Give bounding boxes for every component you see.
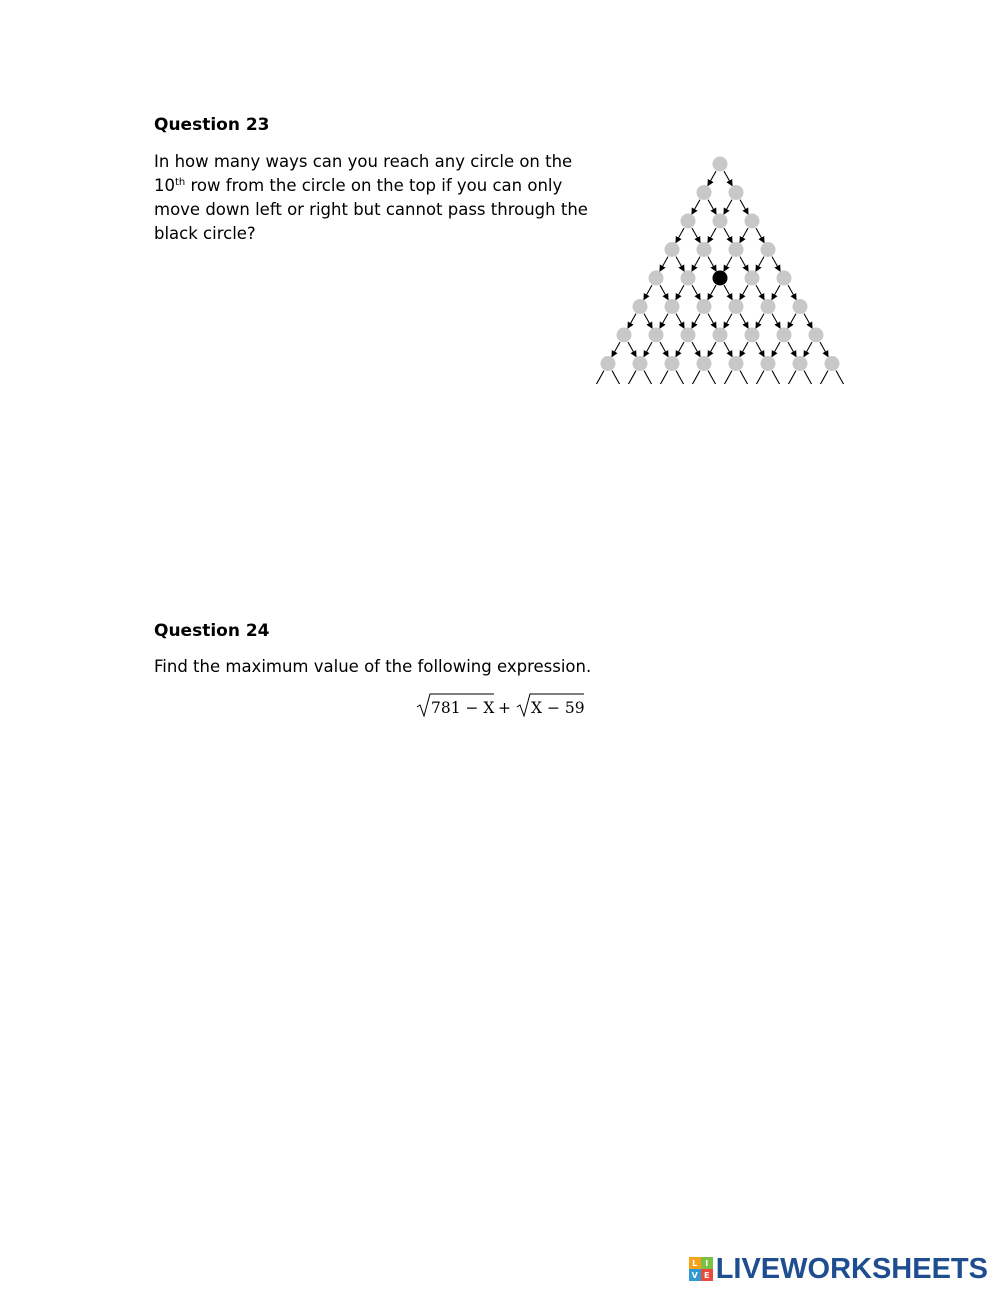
path-arrow	[756, 342, 764, 356]
path-node	[633, 299, 648, 314]
path-arrow	[724, 228, 732, 242]
logo-letter-e: E	[701, 1269, 713, 1281]
plus-sign: +	[498, 699, 511, 717]
path-arrow	[628, 314, 636, 328]
path-arrow	[660, 257, 668, 271]
path-arrow	[740, 257, 748, 271]
path-arrow	[804, 342, 812, 356]
path-node	[777, 271, 792, 286]
path-node	[713, 157, 728, 172]
path-arrow	[772, 342, 780, 356]
question-23-line-2-rest: row from the circle on the top if you can only	[185, 176, 563, 195]
path-arrow	[723, 371, 732, 384]
path-arrow	[756, 228, 764, 242]
path-arrow	[644, 314, 652, 328]
path-arrow	[692, 257, 700, 271]
path-arrow	[627, 371, 636, 384]
path-arrow	[708, 171, 716, 185]
path-arrow	[660, 285, 668, 299]
path-arrow	[676, 371, 685, 384]
path-arrow	[612, 342, 620, 356]
radicand-2: X − 59	[531, 699, 585, 717]
path-arrow	[724, 257, 732, 271]
path-arrow	[724, 200, 732, 214]
path-node	[761, 299, 776, 314]
question-23-line-2	[154, 174, 594, 198]
question-23-title: Question 23	[154, 115, 270, 135]
path-arrow	[804, 371, 813, 384]
path-arrow	[772, 314, 780, 328]
path-arrow	[740, 342, 748, 356]
path-node	[649, 271, 664, 286]
path-arrow	[724, 342, 732, 356]
path-node	[729, 185, 744, 200]
path-node	[745, 271, 760, 286]
path-arrow	[691, 371, 700, 384]
path-node	[825, 356, 840, 371]
path-arrow	[596, 371, 604, 384]
path-arrow	[692, 200, 700, 214]
path-arrow	[708, 200, 716, 214]
path-node	[681, 328, 696, 343]
path-arrow	[788, 342, 796, 356]
path-arrow	[756, 257, 764, 271]
path-node	[665, 356, 680, 371]
question-24-title: Question 24	[154, 621, 270, 641]
path-arrow	[692, 228, 700, 242]
path-node	[649, 328, 664, 343]
logo-letter-l: L	[689, 1257, 701, 1269]
path-triangle-diagram	[596, 152, 846, 384]
path-node	[697, 299, 712, 314]
path-arrow	[708, 228, 716, 242]
path-arrow	[708, 371, 717, 384]
path-arrow	[756, 314, 764, 328]
ordinal-suffix: th	[175, 177, 186, 188]
path-node	[713, 328, 728, 343]
question-24-text: Find the maximum value of the following expression.	[154, 657, 592, 676]
path-node	[713, 214, 728, 229]
path-arrow	[740, 285, 748, 299]
path-arrow	[644, 342, 652, 356]
path-arrow	[740, 314, 748, 328]
logo-letter-v: V	[689, 1269, 701, 1281]
path-arrow	[692, 314, 700, 328]
path-arrow	[708, 342, 716, 356]
path-arrow	[756, 285, 764, 299]
path-node	[729, 299, 744, 314]
path-arrow	[740, 228, 748, 242]
path-node	[745, 328, 760, 343]
path-arrow	[676, 342, 684, 356]
path-arrow	[612, 371, 621, 384]
path-arrow	[772, 257, 780, 271]
question-23-line-4: black circle?	[154, 224, 256, 243]
path-arrow	[628, 342, 636, 356]
path-arrow	[692, 285, 700, 299]
path-arrow	[724, 171, 732, 185]
path-node	[681, 271, 696, 286]
path-node	[793, 299, 808, 314]
path-node	[633, 356, 648, 371]
path-node	[761, 356, 776, 371]
path-node	[697, 242, 712, 257]
liveworksheets-logo	[689, 1252, 988, 1286]
path-arrow	[659, 371, 668, 384]
path-arrow	[788, 314, 796, 328]
path-node	[681, 214, 696, 229]
path-node	[697, 185, 712, 200]
path-arrow	[676, 228, 684, 242]
path-arrow	[644, 285, 652, 299]
path-arrow	[676, 285, 684, 299]
path-node	[793, 356, 808, 371]
liveworksheets-icon	[689, 1257, 713, 1281]
path-arrow	[772, 371, 781, 384]
path-arrow	[772, 285, 780, 299]
path-arrow	[676, 257, 684, 271]
path-node	[777, 328, 792, 343]
liveworksheets-wordmark: LIVEWORKSHEETS	[715, 1252, 988, 1285]
path-node	[745, 214, 760, 229]
path-node	[665, 242, 680, 257]
question-23-text	[154, 150, 594, 246]
path-arrow	[788, 285, 796, 299]
path-arrow	[755, 371, 764, 384]
math-expression	[416, 692, 586, 720]
path-arrow	[724, 314, 732, 328]
path-node	[729, 242, 744, 257]
path-arrow	[724, 285, 732, 299]
path-node	[601, 356, 616, 371]
path-arrow	[708, 257, 716, 271]
question-23-line-1: In how many ways can you reach any circle on the	[154, 152, 573, 171]
path-arrow	[804, 314, 812, 328]
logo-letter-i: I	[701, 1257, 713, 1269]
path-arrow	[820, 342, 828, 356]
path-node	[761, 242, 776, 257]
path-node	[809, 328, 824, 343]
path-arrow	[692, 342, 700, 356]
path-arrow	[708, 285, 716, 299]
path-arrow	[660, 314, 668, 328]
path-arrow	[644, 371, 653, 384]
path-node	[665, 299, 680, 314]
question-23-line-3: move down left or right but cannot pass through the	[154, 200, 588, 219]
path-arrow	[787, 371, 796, 384]
blocked-black-node	[713, 271, 728, 286]
path-arrow	[836, 371, 845, 384]
path-arrow	[676, 314, 684, 328]
path-arrow	[740, 200, 748, 214]
path-arrow	[660, 342, 668, 356]
path-node	[729, 356, 744, 371]
path-node	[617, 328, 632, 343]
path-arrow	[819, 371, 828, 384]
path-arrow	[708, 314, 716, 328]
radicand-1: 781 − X	[431, 699, 495, 717]
path-node	[697, 356, 712, 371]
ordinal-number: 10	[154, 176, 175, 195]
path-arrow	[740, 371, 749, 384]
